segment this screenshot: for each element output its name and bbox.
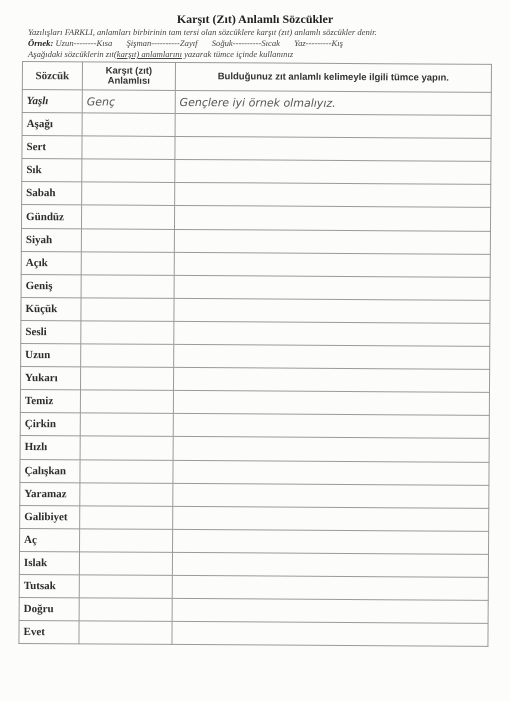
opposite-answer-cell[interactable] (79, 575, 172, 599)
sentence-answer-cell[interactable] (173, 368, 489, 393)
sentence-answer-cell[interactable] (172, 598, 488, 623)
sentence-answer-cell[interactable] (173, 414, 489, 439)
sentence-answer-cell[interactable] (174, 206, 490, 231)
table-row (22, 159, 491, 185)
word-cell: Gündüz (21, 205, 81, 228)
table-row (20, 436, 489, 462)
sentence-answer-cell[interactable] (172, 552, 488, 577)
table-row (20, 367, 489, 393)
example-pair: Soğuk----------Sıcak (211, 38, 280, 48)
antonym-table (18, 61, 492, 647)
word-cell: Aşağı (22, 113, 82, 136)
opposite-answer-cell[interactable] (80, 367, 173, 391)
sentence-answer-cell[interactable] (173, 437, 489, 462)
opposite-answer-cell[interactable] (81, 344, 174, 368)
table-row (20, 505, 489, 531)
table-row (20, 459, 489, 485)
task-instruction: Aşağıdaki sözcüklerin zıt(karşıt) anlamlarını yazarak tümce içinde kullanınız (28, 49, 294, 59)
opposite-answer-cell[interactable] (81, 205, 174, 229)
word-cell: Yaramaz (20, 482, 80, 505)
example-pair: Uzun--------Kısa (55, 38, 113, 48)
instructions (28, 27, 490, 60)
sentence-answer-cell[interactable] (174, 298, 490, 323)
table-row (20, 528, 489, 554)
opposite-answer-cell[interactable] (82, 159, 175, 183)
table-row (21, 320, 490, 346)
sentence-answer-cell[interactable] (174, 321, 490, 346)
table-row (22, 113, 491, 139)
word-cell: Açık (21, 251, 81, 274)
word-cell: Doğru (19, 598, 79, 621)
table-row (20, 390, 489, 416)
table-row (22, 136, 491, 162)
table-row (19, 574, 488, 600)
header-opposite: Karşıt (zıt) Anlamlısı (82, 62, 175, 91)
table-row (20, 413, 489, 439)
word-cell: Evet (19, 621, 79, 644)
opposite-answer-cell[interactable] (79, 529, 172, 553)
table-row (19, 621, 488, 647)
table-row (21, 205, 490, 231)
sentence-answer-cell[interactable] (174, 229, 490, 254)
opposite-answer-cell[interactable] (81, 228, 174, 252)
underlined-phrase: karşıt) anlamlarını (116, 49, 182, 59)
word-cell: Aç (20, 528, 80, 551)
table-row (22, 90, 491, 116)
table-header-row (22, 62, 491, 93)
opposite-answer-cell[interactable] (81, 275, 174, 299)
word-cell: Galibiyet (20, 505, 80, 528)
opposite-answer-cell[interactable] (80, 413, 173, 437)
word-cell: Yukarı (20, 367, 80, 390)
opposite-answer-cell[interactable] (81, 321, 174, 345)
sentence-answer-cell[interactable]: Gençlere iyi örnek olmalıyız. (175, 90, 491, 115)
table-row (20, 482, 489, 508)
sentence-answer-cell[interactable] (172, 622, 488, 647)
sentence-answer-cell[interactable] (175, 114, 491, 139)
opposite-answer-cell[interactable] (81, 298, 174, 322)
opposite-answer-cell[interactable] (80, 390, 173, 414)
opposite-answer-cell[interactable] (81, 252, 174, 276)
header-word: Sözcük (22, 62, 82, 90)
word-cell: Sert (22, 136, 82, 159)
table-row (21, 297, 490, 323)
table-row (22, 182, 491, 208)
word-cell: Yaşlı (22, 90, 82, 113)
sentence-answer-cell[interactable] (174, 183, 490, 208)
word-cell: Uzun (21, 344, 81, 367)
word-cell: Sesli (21, 320, 81, 343)
sentence-answer-cell[interactable] (174, 252, 490, 277)
sentence-answer-cell[interactable] (175, 160, 491, 185)
table-row (19, 598, 488, 624)
opposite-answer-cell[interactable] (80, 436, 173, 460)
table-row (21, 344, 490, 370)
worksheet-title: Karşıt (Zıt) Anlamlı Sözcükler (176, 12, 334, 26)
word-cell: Sabah (22, 182, 82, 205)
header-sentence: Bulduğunuz zıt anlamlı kelimeyle ilgili tümce yapın. (175, 62, 491, 92)
opposite-answer-cell[interactable] (80, 482, 173, 506)
opposite-answer-cell[interactable] (79, 598, 172, 622)
word-cell: Siyah (21, 228, 81, 251)
word-cell: Sık (22, 159, 82, 182)
word-cell: Küçük (21, 297, 81, 320)
opposite-answer-cell[interactable] (79, 621, 172, 645)
word-cell: Hızlı (20, 436, 80, 459)
word-cell: Islak (19, 551, 79, 574)
sentence-answer-cell[interactable] (172, 575, 488, 600)
example-pair: Yaz---------Kış (294, 38, 343, 48)
sentence-answer-cell[interactable] (173, 344, 489, 369)
word-cell: Tutsak (19, 574, 79, 597)
sentence-answer-cell[interactable] (173, 460, 489, 485)
table-row (19, 551, 488, 577)
example-line (28, 38, 490, 49)
table-row (21, 251, 490, 277)
word-cell: Geniş (21, 274, 81, 297)
table-row (21, 274, 490, 300)
sentence-answer-cell[interactable] (173, 391, 489, 416)
sentence-answer-cell[interactable] (173, 483, 489, 508)
example-pair: Şişman----------Zayıf (126, 38, 198, 48)
opposite-answer-cell[interactable] (80, 506, 173, 530)
opposite-answer-cell[interactable] (82, 182, 175, 206)
table-body (19, 90, 491, 647)
opposite-answer-cell[interactable] (82, 113, 175, 137)
sentence-answer-cell[interactable] (175, 137, 491, 162)
opposite-answer-cell[interactable] (79, 552, 172, 576)
word-cell: Çirkin (20, 413, 80, 436)
opposite-answer-cell[interactable] (80, 459, 173, 483)
opposite-answer-cell[interactable] (82, 136, 175, 160)
sentence-answer-cell[interactable] (172, 506, 488, 531)
opposite-answer-cell[interactable]: Genç (82, 90, 175, 114)
sentence-answer-cell[interactable] (174, 275, 490, 300)
word-cell: Temiz (20, 390, 80, 413)
definition-text: Yazılışları FARKLI, anlamları birbirinin tam tersi olan sözcüklere karşıt (zıt) anlamlı sözcükler denir. (28, 27, 377, 37)
table-row (21, 228, 490, 254)
example-label: Örnek: (28, 38, 54, 48)
sentence-answer-cell[interactable] (172, 529, 488, 554)
word-cell: Çalışkan (20, 459, 80, 482)
